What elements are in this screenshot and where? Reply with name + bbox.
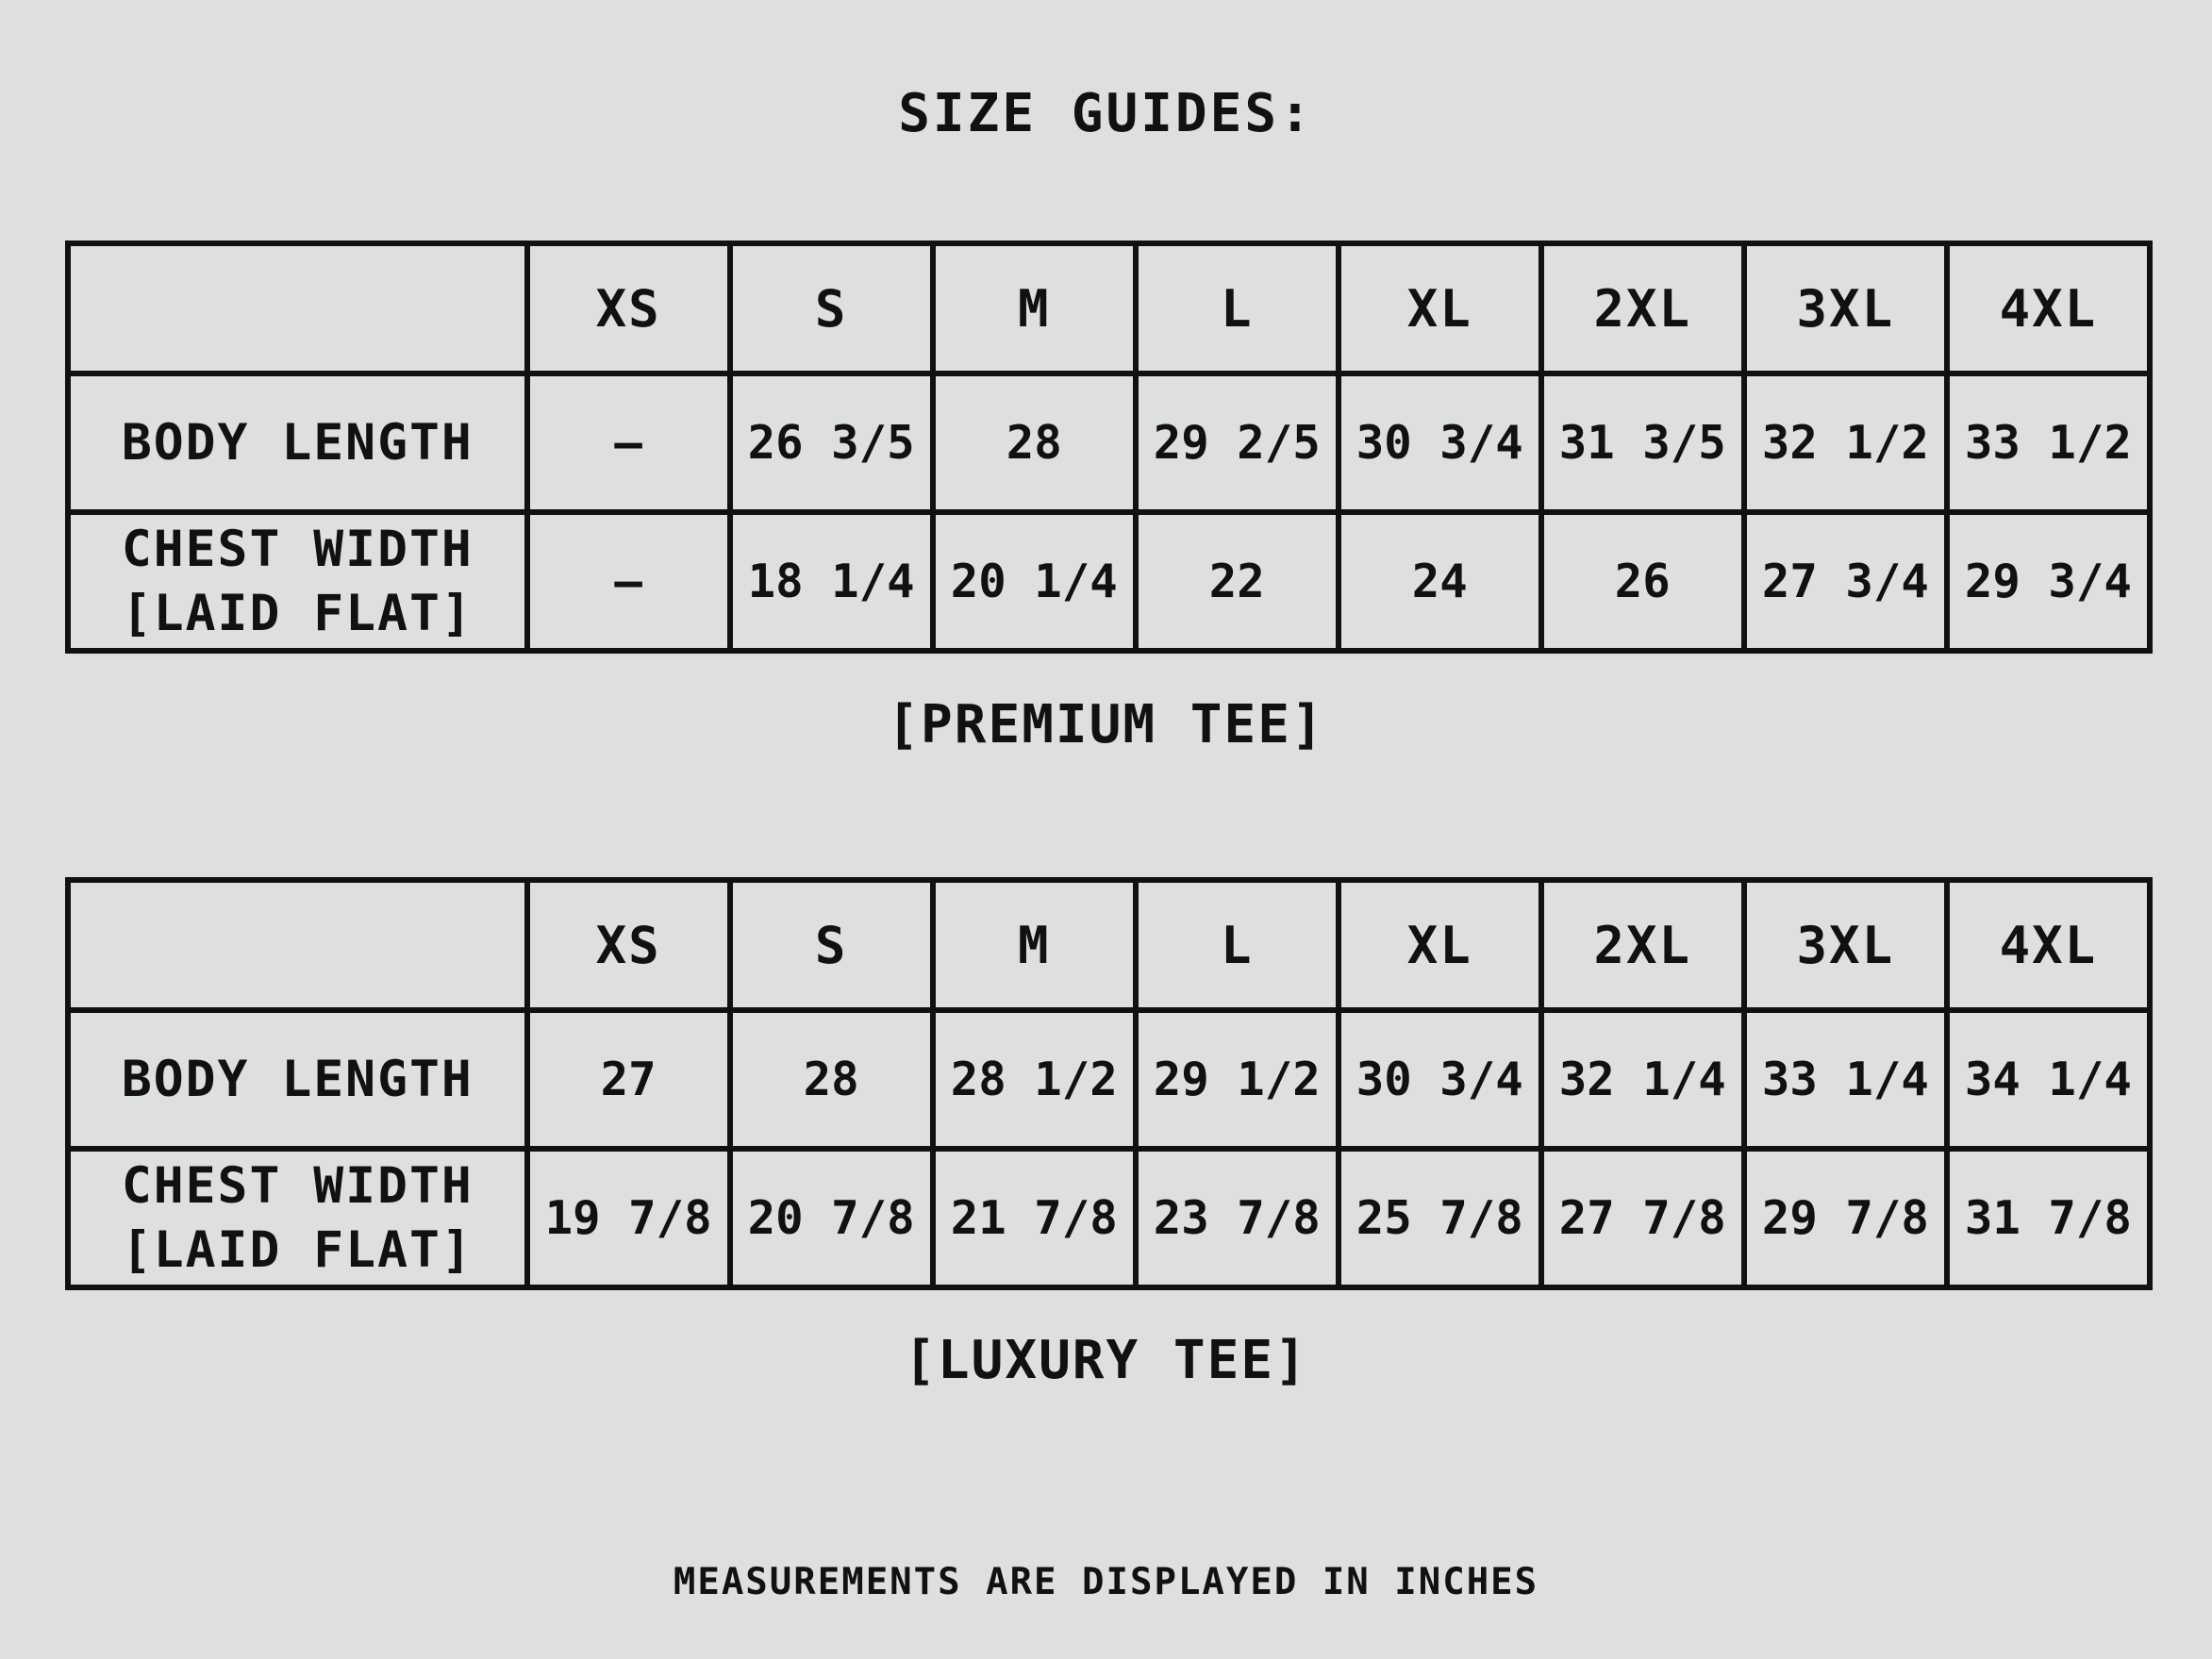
row-label-body-length <box>68 373 527 512</box>
table-cell: 20 7/8 <box>730 1149 933 1287</box>
table-cell: 27 3/4 <box>1744 512 1947 651</box>
table-cell: 23 7/8 <box>1136 1149 1339 1287</box>
table-cell: 29 3/4 <box>1947 512 2150 651</box>
table-cell: 24 <box>1339 512 1541 651</box>
table-cell: 20 1/4 <box>933 512 1136 651</box>
size-header-xl: XL <box>1339 243 1541 373</box>
table-cell: 27 <box>527 1010 730 1149</box>
units-footnote: MEASUREMENTS ARE DISPLAYED IN INCHES <box>673 1561 1539 1603</box>
luxury-tee-caption: [LUXURY TEE] <box>904 1330 1308 1391</box>
table-cell: – <box>527 373 730 512</box>
table-header-row <box>68 880 2150 1010</box>
size-header-s: S <box>730 880 933 1010</box>
table-row-chest-width <box>68 512 2150 651</box>
size-header-3xl: 3XL <box>1744 880 1947 1010</box>
size-header-m: M <box>933 880 1136 1010</box>
size-header-xl: XL <box>1339 880 1541 1010</box>
table-cell: 33 1/4 <box>1744 1010 1947 1149</box>
row-label-line: BODY LENGTH <box>121 413 474 472</box>
size-header-4xl: 4XL <box>1947 243 2150 373</box>
table-cell: 31 7/8 <box>1947 1149 2150 1287</box>
row-label-chest-width <box>68 1149 527 1287</box>
row-label-line: [LAID FLAT] <box>121 1220 474 1279</box>
corner-cell <box>68 243 527 373</box>
row-label-line: BODY LENGTH <box>121 1050 474 1108</box>
table-cell: 34 1/4 <box>1947 1010 2150 1149</box>
size-header-xs: XS <box>527 880 730 1010</box>
row-label-chest-width <box>68 512 527 651</box>
table-cell: 18 1/4 <box>730 512 933 651</box>
table-cell: 32 1/4 <box>1541 1010 1744 1149</box>
table-cell: 29 2/5 <box>1136 373 1339 512</box>
size-header-2xl: 2XL <box>1541 243 1744 373</box>
table-cell: 30 3/4 <box>1339 1010 1541 1149</box>
table-cell: 28 <box>933 373 1136 512</box>
table-cell: 29 7/8 <box>1744 1149 1947 1287</box>
size-header-s: S <box>730 243 933 373</box>
table-cell: 26 <box>1541 512 1744 651</box>
table-cell: 26 3/5 <box>730 373 933 512</box>
row-label-body-length <box>68 1010 527 1149</box>
size-header-l: L <box>1136 880 1339 1010</box>
row-label-line: [LAID FLAT] <box>121 584 474 642</box>
page-title: SIZE GUIDES: <box>898 83 1314 144</box>
table-row-chest-width <box>68 1149 2150 1287</box>
premium-tee-size-table <box>65 241 2153 654</box>
table-cell: 22 <box>1136 512 1339 651</box>
luxury-tee-size-table <box>65 877 2153 1290</box>
table-header-row <box>68 243 2150 373</box>
size-header-l: L <box>1136 243 1339 373</box>
size-header-3xl: 3XL <box>1744 243 1947 373</box>
premium-tee-caption: [PREMIUM TEE] <box>887 694 1325 755</box>
table-cell: 21 7/8 <box>933 1149 1136 1287</box>
table-row-body-length <box>68 373 2150 512</box>
table-cell: 19 7/8 <box>527 1149 730 1287</box>
table-row-body-length <box>68 1010 2150 1149</box>
size-header-2xl: 2XL <box>1541 880 1744 1010</box>
table-cell: 28 <box>730 1010 933 1149</box>
table-cell: 29 1/2 <box>1136 1010 1339 1149</box>
table-cell: 25 7/8 <box>1339 1149 1541 1287</box>
table-cell: 27 7/8 <box>1541 1149 1744 1287</box>
table-cell: 32 1/2 <box>1744 373 1947 512</box>
size-header-m: M <box>933 243 1136 373</box>
size-header-4xl: 4XL <box>1947 880 2150 1010</box>
row-label-line: CHEST WIDTH <box>121 1156 474 1215</box>
row-label-line: CHEST WIDTH <box>121 520 474 578</box>
table-cell: – <box>527 512 730 651</box>
corner-cell <box>68 880 527 1010</box>
size-header-xs: XS <box>527 243 730 373</box>
table-cell: 31 3/5 <box>1541 373 1744 512</box>
table-cell: 30 3/4 <box>1339 373 1541 512</box>
table-cell: 28 1/2 <box>933 1010 1136 1149</box>
table-cell: 33 1/2 <box>1947 373 2150 512</box>
